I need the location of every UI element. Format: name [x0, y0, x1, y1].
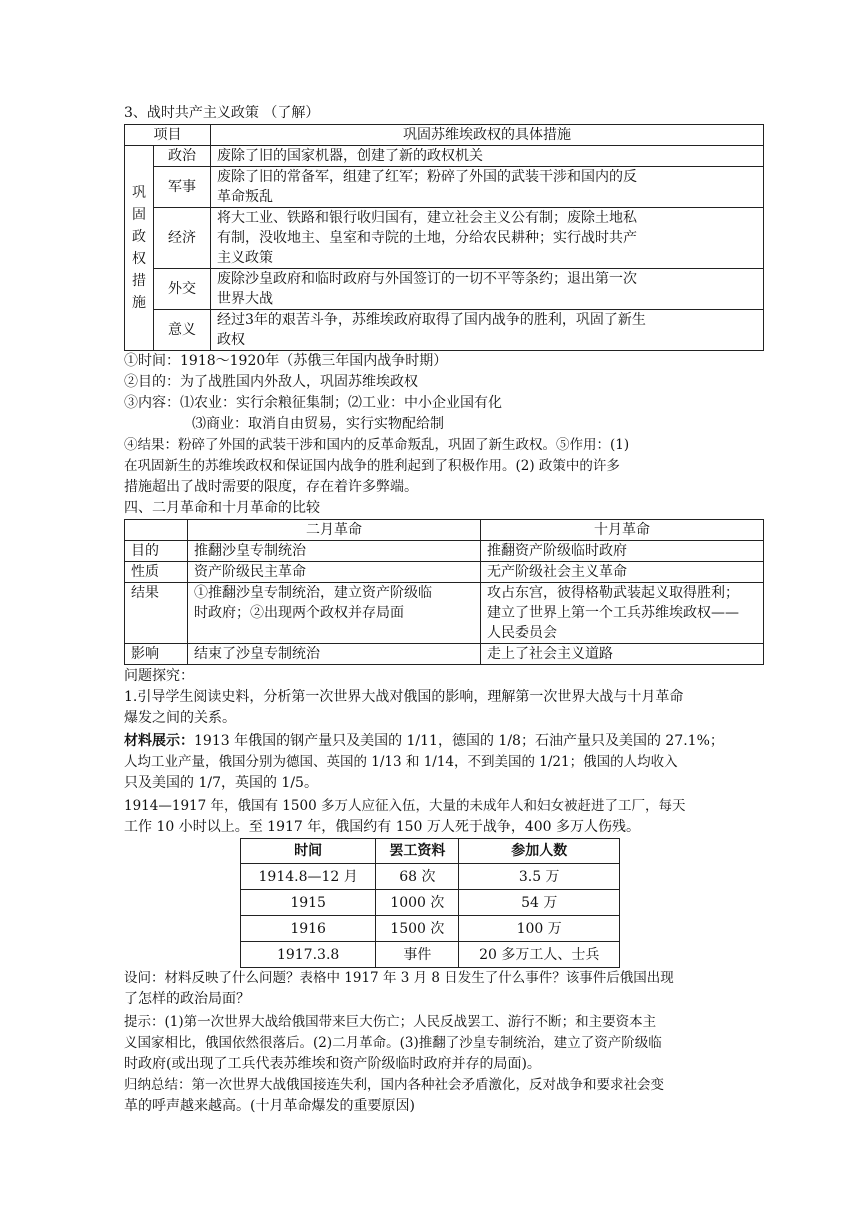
- material-label: 材料展示：: [124, 733, 194, 749]
- point-content-commerce: ⑶商业：取消自由贸易，实行实物配给制: [192, 416, 444, 432]
- header-feb: 二月革命: [188, 520, 481, 541]
- row-content-military: 废除了旧的常备军，组建了红军；粉碎了外国的武装干涉和国内的反 革命叛乱: [211, 167, 764, 208]
- oct-purpose: 推翻资产阶级临时政府: [481, 541, 764, 562]
- material-line1: 材料展示：1913 年俄国的钢产量只及美国的 1/11，德国的 1/8；石油产量只及美国的 27.1%；: [124, 733, 724, 749]
- strike-header-count: 罢工资料: [376, 839, 459, 864]
- row-content-economy: 将大工业、铁路和银行收归国有，建立社会主义公有制；废除土地私 有制，没收地主、皇室和寺院的土地，分给农民耕种；实行战时共产 主义政策: [211, 208, 764, 269]
- section4-title: 四、二月革命和十月革命的比较: [124, 500, 320, 516]
- row-content-diplomacy: 废除沙皇政府和临时政府与外国签订的一切不平等条约；退出第一次 世界大战: [211, 269, 764, 310]
- hint-line1: 提示：(1)第一次世界大战给俄国带来巨大伤亡；人民反战罢工、游行不断；和主要资本主: [124, 1014, 657, 1030]
- row-label-politics: 政治: [154, 146, 211, 167]
- row-label-significance: 意义: [154, 310, 211, 351]
- material-line3: 只及美国的 1/7，英国的 1/5。: [124, 775, 318, 791]
- strike-table: [240, 838, 620, 968]
- feb-result: ①推翻沙皇专制统治，建立资产阶级临 时政府；②出现两个政权并存局面: [188, 583, 481, 644]
- summary-line1: 归纳总结：第一次世界大战俄国接连失利，国内各种社会矛盾激化，反对战争和要求社会变: [124, 1077, 664, 1093]
- document-page: [124, 103, 764, 1117]
- point-content: ③内容：⑴农业：实行余粮征集制；⑵工业：中小企业国有化: [124, 395, 502, 411]
- row-label-result: 结果: [125, 583, 188, 644]
- inquiry-title: 问题探究：: [124, 668, 194, 684]
- feb-purpose: 推翻沙皇专制统治: [188, 541, 481, 562]
- row-label-diplomacy: 外交: [154, 269, 211, 310]
- feb-nature: 资产阶级民主革命: [188, 562, 481, 583]
- question-1-line1: 1.引导学生阅读史料，分析第一次世界大战对俄国的影响，理解第一次世界大战与十月革命: [124, 689, 684, 705]
- feb-impact: 结束了沙皇专制统治: [188, 644, 481, 665]
- policy-points: [124, 351, 764, 498]
- header-oct: 十月革命: [481, 520, 764, 541]
- strike-header-time: 时间: [241, 839, 376, 864]
- row-content-significance: 经过3年的艰苦斗争，苏维埃政府取得了国内战争的胜利，巩固了新生 政权: [211, 310, 764, 351]
- row-label-nature: 性质: [125, 562, 188, 583]
- revolution-table: [124, 519, 764, 665]
- point-time: ①时间：1918～1920年（苏俄三年国内战争时期）: [124, 353, 448, 369]
- point-goal: ②目的：为了战胜国内外敌人，巩固苏维埃政权: [124, 374, 418, 390]
- table-row: 1914.8—12 月 68 次 3.5 万: [241, 864, 620, 890]
- table-row: 1917.3.8 事件 20 多万工人、士兵: [241, 942, 620, 968]
- oct-nature: 无产阶级社会主义革命: [481, 562, 764, 583]
- header-measure: 巩固苏维埃政权的具体措施: [211, 125, 764, 146]
- corner-cell: [125, 520, 188, 541]
- row-content-politics: 废除了旧的国家机器，创建了新的政权机关: [211, 146, 764, 167]
- oct-result: 攻占东宫，彼得格勒武装起义取得胜利； 建立了世界上第一个工兵苏维埃政权—— 人民委员会: [481, 583, 764, 644]
- row-label-economy: 经济: [154, 208, 211, 269]
- table-row: 1916 1500 次 100 万: [241, 916, 620, 942]
- point-result-3: 措施超出了战时需要的限度，存在着许多弊端。: [124, 479, 418, 495]
- hint-line3: 时政府(或出现了工兵代表苏维埃和资产阶级临时政府并存的局面)。: [124, 1056, 541, 1072]
- summary-line2: 革的呼声越来越高。(十月革命爆发的重要原因): [124, 1098, 415, 1114]
- strike-header-people: 参加人数: [459, 839, 620, 864]
- material-line2: 人均工业产量，俄国分别为德国、英国的 1/13 和 1/14，不到美国的 1/21；俄国的人均收入: [124, 754, 678, 770]
- point-result-1: ④结果：粉碎了外国的武装干涉和国内的反革命叛乱，巩固了新生政权。⑤作用：(1): [124, 437, 630, 453]
- material-line5: 工作 10 小时以上。至 1917 年，俄国约有 150 万人死于战争，400 多万人伤残。: [124, 819, 641, 835]
- policy-table: [124, 124, 764, 351]
- question-line2: 了怎样的政治局面？: [124, 991, 250, 1007]
- row-label-military: 军事: [154, 167, 211, 208]
- section3-title: 3、战时共产主义政策 （了解）: [124, 105, 320, 121]
- table-row: 1915 1000 次 54 万: [241, 890, 620, 916]
- question-1-line2: 爆发之间的关系。: [124, 710, 236, 726]
- oct-impact: 走上了社会主义道路: [481, 644, 764, 665]
- question-line1: 设问：材料反映了什么问题？表格中 1917 年 3 月 8 日发生了什么事件？该事件后俄国出现: [124, 970, 674, 986]
- hint-line2: 义国家相比，俄国依然很落后。(2)二月革命。(3)推翻了沙皇专制统治，建立了资产阶级临: [124, 1035, 662, 1051]
- group-label: 巩 固 政 权 措 施: [125, 146, 154, 351]
- row-label-impact: 影响: [125, 644, 188, 665]
- point-result-2: 在巩固新生的苏维埃政权和保证国内战争的胜利起到了积极作用。(2) 政策中的许多: [124, 458, 620, 474]
- row-label-purpose: 目的: [125, 541, 188, 562]
- material-line4: 1914—1917 年，俄国有 1500 多万人应征入伍，大量的未成年人和妇女被赶进了工厂，每天: [124, 798, 686, 814]
- header-item: 项目: [125, 125, 211, 146]
